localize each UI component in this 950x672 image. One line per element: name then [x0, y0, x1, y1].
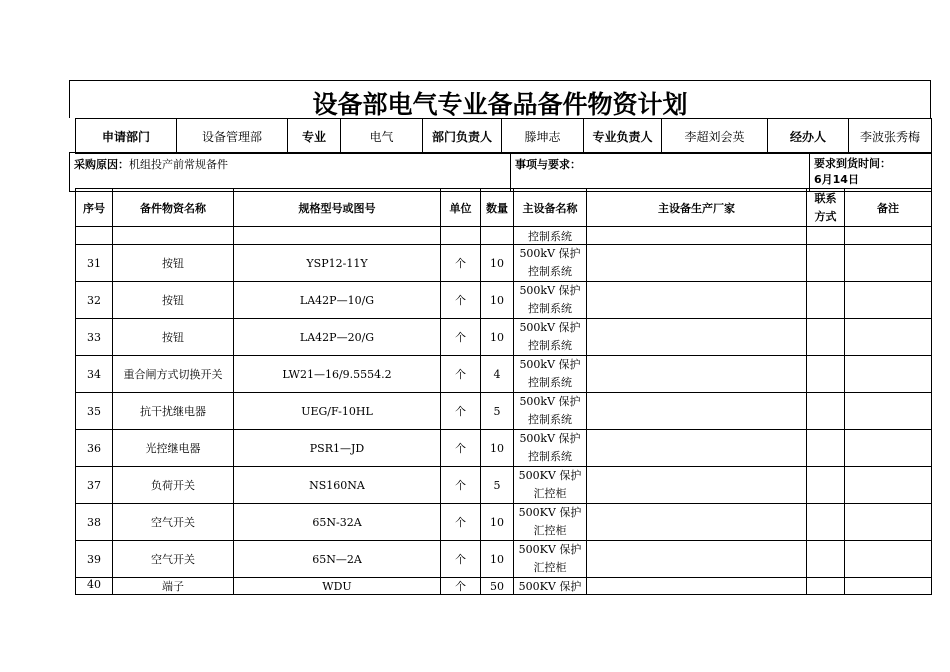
row-seq: 39	[76, 541, 113, 578]
col-contact-line1: 联系	[814, 191, 837, 205]
row-seq: 38	[76, 504, 113, 541]
row-spec: PSR1—JD	[234, 430, 441, 467]
row-name: 空气开关	[113, 541, 234, 578]
row-remark	[845, 541, 932, 578]
row-contact	[807, 541, 845, 578]
row-unit: 个	[441, 319, 481, 356]
row-main-equipment-line1: 500kV 保护	[519, 247, 581, 260]
dept-head-value: 滕坤志	[502, 119, 584, 154]
row-seq: 31	[76, 245, 113, 282]
rows-body	[76, 245, 932, 578]
row-main-equipment-line1: 500kV 保护	[519, 321, 581, 334]
col-seq: 序号	[76, 189, 113, 227]
title-box	[69, 80, 931, 118]
row-name: 按钮	[113, 319, 234, 356]
col-spec: 规格型号或图号	[234, 189, 441, 227]
row-main-equipment-line1: 500kV 保护	[519, 395, 581, 408]
row-remark	[845, 467, 932, 504]
row-unit: 个	[441, 467, 481, 504]
row-main-equipment-line1: 500kV 保护	[519, 432, 581, 445]
table-row	[76, 430, 932, 467]
row-seq: 33	[76, 319, 113, 356]
specialty-head-value: 李超刘会英	[662, 119, 768, 154]
document-title: 设备部电气专业备品备件物资计划	[312, 90, 688, 119]
last-spec: WDU	[234, 578, 441, 595]
row-main-equipment-line1: 500kV 保护	[519, 284, 581, 297]
row-manufacturer	[587, 430, 807, 467]
row-unit: 个	[441, 541, 481, 578]
row-spec: LW21—16/9.5554.2	[234, 356, 441, 393]
table-row	[76, 467, 932, 504]
row-main-equipment	[514, 245, 587, 282]
row-unit: 个	[441, 245, 481, 282]
row-spec: LA42P—20/G	[234, 319, 441, 356]
row-unit: 个	[441, 393, 481, 430]
table-row	[76, 393, 932, 430]
row-name: 负荷开关	[113, 467, 234, 504]
applicant-dept-label: 申请部门	[76, 119, 177, 154]
row-contact	[807, 356, 845, 393]
row-name: 空气开关	[113, 504, 234, 541]
last-unit: 个	[441, 578, 481, 595]
row-qty: 4	[481, 356, 514, 393]
row-qty: 10	[481, 430, 514, 467]
row-manufacturer	[587, 356, 807, 393]
row-main-equipment-line1: 500kV 保护	[519, 358, 581, 371]
row-main-equipment-line2: 控制系统	[528, 450, 572, 463]
row-manufacturer	[587, 319, 807, 356]
row-manufacturer	[587, 467, 807, 504]
table-row	[76, 356, 932, 393]
table-row	[76, 541, 932, 578]
row-main-equipment	[514, 319, 587, 356]
row-qty: 5	[481, 467, 514, 504]
row-seq: 37	[76, 467, 113, 504]
row-main-equipment-line1: 500KV 保护	[518, 506, 582, 519]
row-main-equipment-line2: 汇控柜	[533, 487, 567, 500]
last-name: 端子	[113, 578, 234, 595]
row-remark	[845, 504, 932, 541]
row-spec: LA42P—10/G	[234, 282, 441, 319]
row-contact	[807, 430, 845, 467]
row-contact	[807, 282, 845, 319]
row-spec: YSP12-11Y	[234, 245, 441, 282]
row-main-equipment-line2: 汇控柜	[533, 524, 567, 537]
row-main-equipment	[514, 504, 587, 541]
row-remark	[845, 393, 932, 430]
row-qty: 5	[481, 393, 514, 430]
row-unit: 个	[441, 356, 481, 393]
col-contact	[807, 189, 845, 227]
handler-label: 经办人	[768, 119, 849, 154]
row-seq: 35	[76, 393, 113, 430]
row-spec: NS160NA	[234, 467, 441, 504]
row-contact	[807, 245, 845, 282]
row-seq: 32	[76, 282, 113, 319]
row-contact	[807, 393, 845, 430]
table-row-last	[76, 578, 932, 595]
last-seq: 40	[76, 578, 113, 595]
row-qty: 10	[481, 319, 514, 356]
row-main-equipment	[514, 430, 587, 467]
row-main-equipment-line1: 500KV 保护	[518, 469, 582, 482]
table-row	[76, 282, 932, 319]
row-main-equipment-line1: 500KV 保护	[518, 543, 582, 556]
col-qty: 数量	[481, 189, 514, 227]
table-row	[76, 504, 932, 541]
col-remark: 备注	[845, 189, 932, 227]
row-manufacturer	[587, 504, 807, 541]
header-table	[75, 118, 932, 154]
applicant-dept-value: 设备管理部	[177, 119, 288, 154]
row-main-equipment-line2: 控制系统	[528, 302, 572, 315]
row-spec: 65N-32A	[234, 504, 441, 541]
purchase-reason-value: 机组投产前常规备件	[129, 158, 228, 171]
specialty-head-label: 专业负责人	[584, 119, 662, 154]
row-remark	[845, 282, 932, 319]
handler-value: 李波张秀梅	[849, 119, 932, 154]
row-main-equipment-line2: 汇控柜	[533, 561, 567, 574]
row-manufacturer	[587, 245, 807, 282]
delivery-label: 要求到货时间：	[814, 157, 891, 170]
parts-table	[75, 188, 932, 595]
row-main-equipment	[514, 282, 587, 319]
row-qty: 10	[481, 504, 514, 541]
col-contact-line2: 方式	[814, 209, 837, 223]
specialty-label: 专业	[288, 119, 341, 154]
specialty-value: 电气	[341, 119, 423, 154]
row-contact	[807, 467, 845, 504]
row-remark	[845, 319, 932, 356]
row-seq: 36	[76, 430, 113, 467]
delivery-value: 6月14日	[814, 173, 859, 186]
dept-head-label: 部门负责人	[423, 119, 502, 154]
row-contact	[807, 504, 845, 541]
row-remark	[845, 430, 932, 467]
info-table	[69, 152, 932, 192]
row-name: 按钮	[113, 245, 234, 282]
row-main-equipment	[514, 541, 587, 578]
table-row	[76, 319, 932, 356]
row-qty: 10	[481, 282, 514, 319]
row-unit: 个	[441, 282, 481, 319]
column-header-row	[76, 189, 932, 227]
table-row	[76, 245, 932, 282]
row-manufacturer	[587, 282, 807, 319]
last-qty: 50	[481, 578, 514, 595]
matters-label: 事项与要求：	[515, 158, 581, 171]
col-main-equipment: 主设备名称	[514, 189, 587, 227]
row-main-equipment-line2: 控制系统	[528, 339, 572, 352]
row-main-equipment	[514, 467, 587, 504]
row-remark	[845, 356, 932, 393]
row-qty: 10	[481, 245, 514, 282]
row-name: 光控继电器	[113, 430, 234, 467]
row-main-equipment-line2: 控制系统	[528, 265, 572, 278]
row-name: 重合闸方式切换开关	[113, 356, 234, 393]
row-spec: UEG/F-10HL	[234, 393, 441, 430]
delivery-cell	[810, 153, 932, 192]
row-manufacturer	[587, 393, 807, 430]
purchase-reason-label: 采购原因：	[74, 158, 129, 171]
row-contact	[807, 319, 845, 356]
col-unit: 单位	[441, 189, 481, 227]
col-name: 备件物资名称	[113, 189, 234, 227]
last-equip: 500KV 保护	[514, 578, 587, 595]
row-unit: 个	[441, 504, 481, 541]
row-main-equipment-line2: 控制系统	[528, 413, 572, 426]
row-seq: 34	[76, 356, 113, 393]
row-main-equipment	[514, 356, 587, 393]
col-manufacturer: 主设备生产厂家	[587, 189, 807, 227]
row-name: 抗干扰继电器	[113, 393, 234, 430]
row-manufacturer	[587, 541, 807, 578]
row-main-equipment-line2: 控制系统	[528, 376, 572, 389]
matters-cell	[511, 153, 810, 192]
row-unit: 个	[441, 430, 481, 467]
row-qty: 10	[481, 541, 514, 578]
row-name: 按钮	[113, 282, 234, 319]
purchase-reason-cell	[70, 153, 511, 192]
row-main-equipment	[514, 393, 587, 430]
table-row	[76, 227, 932, 245]
row-spec: 65N—2A	[234, 541, 441, 578]
row-remark	[845, 245, 932, 282]
partial-main-equipment: 控制系统	[514, 227, 587, 245]
